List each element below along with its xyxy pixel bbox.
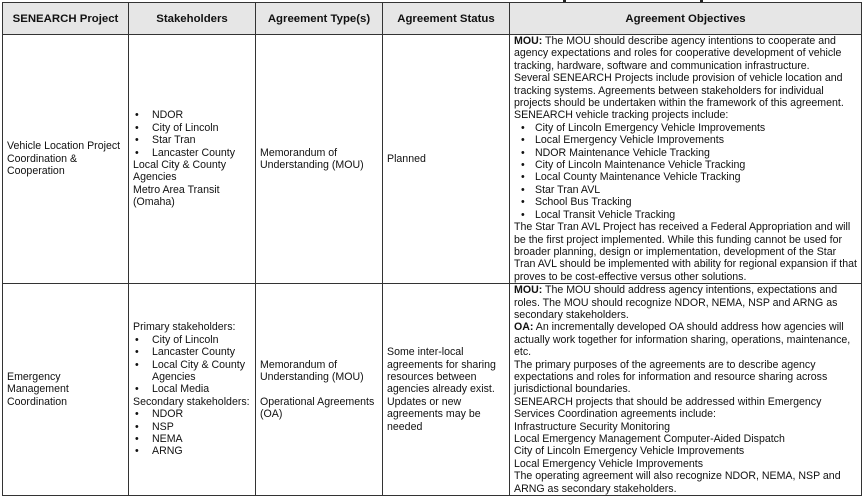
objectives-cell bbox=[510, 284, 862, 496]
mou-text: The MOU should address agency intentions, expectations and roles. The MOU should recognize NDOR, NEMA, NSP and ARNG as secondary stakeholders. bbox=[514, 284, 838, 321]
secondary-stakeholders-label: Secondary stakeholders: bbox=[133, 395, 250, 408]
header-agreement-objectives: Agreement Objectives bbox=[510, 3, 862, 35]
stakeholders-cell bbox=[129, 35, 256, 284]
objective-paragraph: SENEARCH projects that should be addressed within Emergency Services Coordination agreements include: bbox=[514, 395, 822, 421]
oa-label: OA: bbox=[514, 321, 534, 334]
mou-label: MOU: bbox=[514, 284, 543, 297]
project-line: Local Emergency Vehicle Improvements bbox=[514, 457, 704, 470]
project-line: Infrastructure Security Monitoring bbox=[514, 420, 671, 433]
list-item: • NEMA bbox=[152, 433, 251, 445]
list-item: • Local County Maintenance Vehicle Tracking bbox=[535, 171, 857, 183]
list-item: • ARNG bbox=[152, 445, 251, 457]
stakeholder-line: Local City & County Agencies bbox=[133, 159, 227, 184]
agreement-type: Memorandum of Understanding (MOU) bbox=[260, 358, 364, 384]
list-item: • NDOR bbox=[152, 408, 251, 420]
objective-paragraph: The Star Tran AVL Project has received a Federal Appropriation and will be the first project implemented. While this funding cannot be used for broader planning, design or implementation, development of the Star Tran AVL should be implemented with ability for regional expansion if that proves to be cost-effective versus other solutions. bbox=[514, 221, 857, 283]
mou-text: The MOU should describe agency intentions to cooperate and agency expectations and roles for cooperative development of vehicle tracking, hardware, software and communication infrastructure. bbox=[514, 35, 842, 72]
agreement-types-cell bbox=[256, 284, 383, 496]
header-agreement-types: Agreement Type(s) bbox=[256, 3, 383, 35]
stakeholder-line: Metro Area Transit (Omaha) bbox=[133, 183, 220, 209]
header-stakeholders: Stakeholders bbox=[129, 3, 256, 35]
primary-stakeholders-label: Primary stakeholders: bbox=[133, 321, 236, 334]
list-item: • City of Lincoln Maintenance Vehicle Tracking bbox=[535, 159, 857, 171]
agreement-status-cell: Planned bbox=[383, 35, 510, 284]
objective-paragraph: The operating agreement will also recognize NDOR, NEMA, NSP and ARNG as secondary stakeholders. bbox=[514, 470, 841, 495]
objective-paragraph: Several SENEARCH Projects include provision of vehicle location and tracking systems. Agreements between stakeholders for individual projects should be undertaken within the framework of this agreement. bbox=[514, 72, 844, 110]
objectives-cell bbox=[510, 35, 862, 284]
project-line: Local Emergency Management Computer-Aided Dispatch bbox=[514, 433, 785, 445]
objective-paragraph: The primary purposes of the agreements are to describe agency expectations and roles for information and resource sharing across jurisdictional boundaries. bbox=[514, 358, 828, 396]
project-line: City of Lincoln Emergency Vehicle Improvements bbox=[514, 445, 745, 458]
list-item: • NDOR Maintenance Vehicle Tracking bbox=[535, 147, 857, 159]
oa-text: An incrementally developed OA should address how agencies will actually work together for information sharing, operations, maintenance, etc. bbox=[514, 321, 851, 359]
list-item: • Star Tran AVL bbox=[535, 184, 857, 196]
stakeholder-list bbox=[133, 109, 251, 159]
list-item: • City of Lincoln bbox=[152, 122, 251, 134]
list-item: • Local City & County Agencies bbox=[152, 359, 251, 384]
agreements-table bbox=[2, 2, 862, 496]
secondary-stakeholder-list bbox=[133, 408, 251, 458]
objective-mou bbox=[514, 284, 857, 321]
list-item: • Local Media bbox=[152, 383, 251, 395]
objective-oa bbox=[514, 321, 857, 358]
list-item: • School Bus Tracking bbox=[535, 196, 857, 208]
tracking-project-list bbox=[514, 122, 857, 221]
list-item: • NSP bbox=[152, 421, 251, 433]
agreement-status-cell: Some inter-local agreements for sharing resources between agencies already exist. Updates or new agreements may be needed bbox=[383, 284, 510, 496]
primary-stakeholder-list bbox=[133, 334, 251, 396]
list-item: • Local Transit Vehicle Tracking bbox=[535, 209, 857, 221]
agreement-type: Memorandum of Understanding (MOU) bbox=[260, 146, 364, 172]
header-project: SENEARCH Project bbox=[3, 3, 129, 35]
table-row bbox=[3, 35, 862, 284]
list-item: • Star Tran bbox=[152, 134, 251, 146]
list-item: • City of Lincoln bbox=[152, 334, 251, 346]
list-item: • Local Emergency Vehicle Improvements bbox=[535, 134, 857, 146]
agreement-types-cell bbox=[256, 35, 383, 284]
list-item: • NDOR bbox=[152, 109, 251, 121]
mou-label: MOU: bbox=[514, 35, 543, 47]
objective-mou bbox=[514, 35, 857, 72]
project-cell: Emergency Management Coordination bbox=[3, 284, 129, 496]
list-item: • Lancaster County bbox=[152, 147, 251, 159]
list-item: • Lancaster County bbox=[152, 346, 251, 358]
agreement-type: Operational Agreements (OA) bbox=[260, 395, 375, 420]
header-agreement-status: Agreement Status bbox=[383, 3, 510, 35]
table-row bbox=[3, 284, 862, 496]
project-cell: Vehicle Location Project Coordination & Cooperation bbox=[3, 35, 129, 284]
list-item: • City of Lincoln Emergency Vehicle Improvements bbox=[535, 122, 857, 134]
stakeholders-cell bbox=[129, 284, 256, 496]
header-row bbox=[3, 3, 862, 35]
objective-paragraph: SENEARCH vehicle tracking projects include: bbox=[514, 109, 729, 122]
